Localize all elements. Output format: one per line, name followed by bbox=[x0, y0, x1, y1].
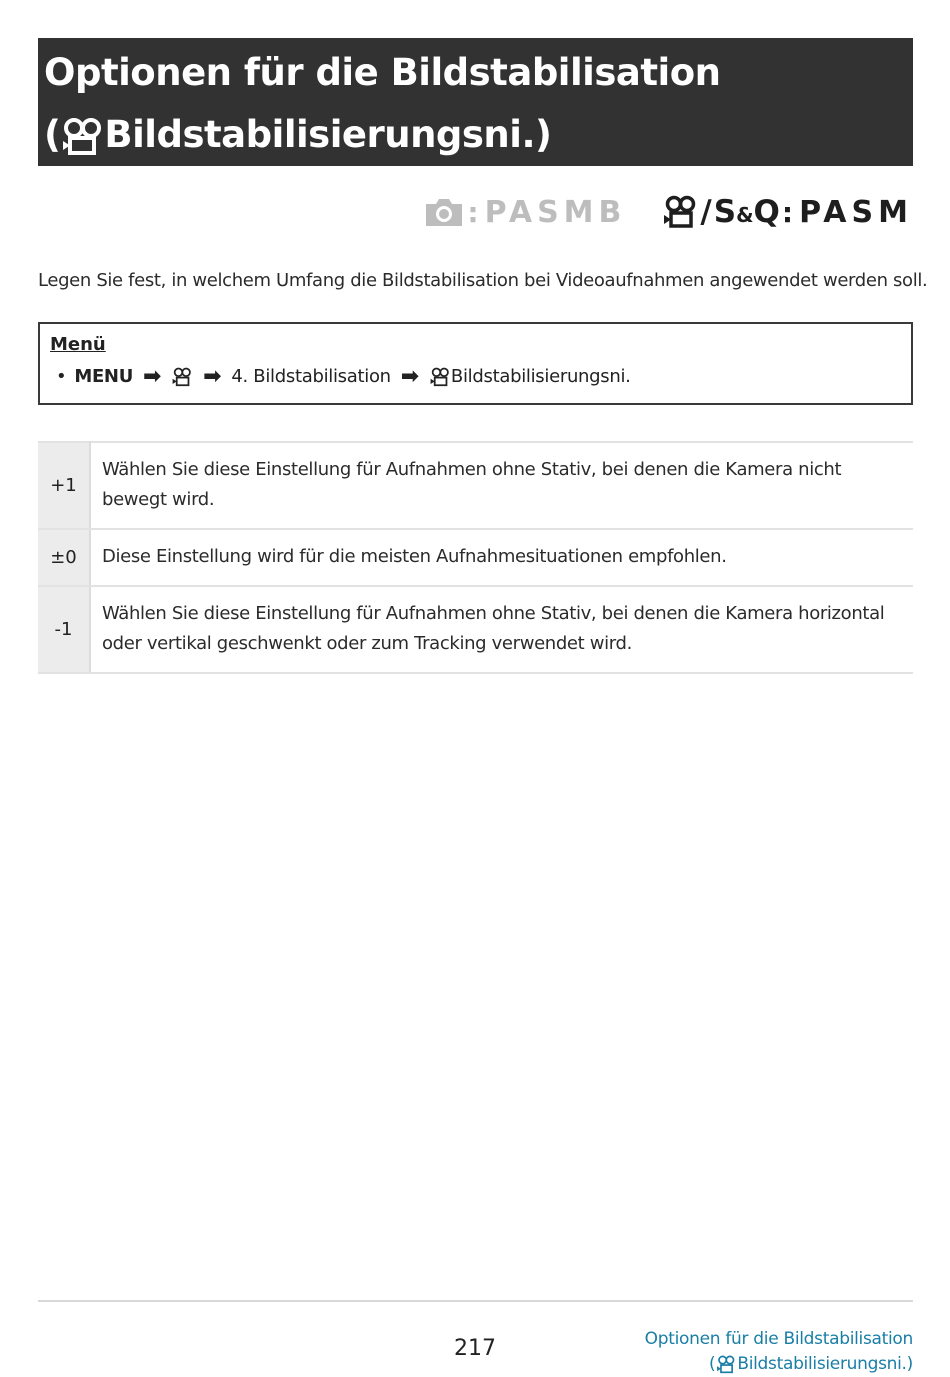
still-camera-icon bbox=[423, 196, 465, 228]
menu-step-stabilization: 4. Bildstabilisation bbox=[231, 366, 391, 387]
title-open-paren: ( bbox=[44, 113, 61, 156]
footer-divider bbox=[38, 1300, 913, 1302]
movie-modes bbox=[662, 194, 913, 230]
footer-section-link[interactable] bbox=[645, 1327, 913, 1377]
movie-camera-icon bbox=[715, 1355, 737, 1374]
arrow-right-icon: ➡ bbox=[400, 364, 419, 389]
setting-description: Diese Einstellung wird für die meisten Aufnahmesituationen empfohlen. bbox=[90, 529, 913, 586]
setting-value: ±0 bbox=[38, 529, 90, 586]
movie-camera-icon bbox=[171, 367, 193, 387]
table-row bbox=[38, 586, 913, 673]
movie-camera-icon bbox=[662, 195, 698, 229]
menu-path bbox=[50, 365, 901, 389]
menu-path-box bbox=[38, 322, 913, 405]
movie-camera-icon bbox=[60, 117, 104, 157]
footer-link-open-paren[interactable]: ( bbox=[708, 1354, 716, 1374]
intro-text: Legen Sie fest, in welchem Umfang die Bildstabilisation bei Videoaufnahmen angewendet werden soll. bbox=[38, 270, 928, 291]
page-number: 217 bbox=[454, 1336, 496, 1361]
page-title-text: Bildstabilisierungsni.) bbox=[104, 113, 552, 156]
menu-label: MENU bbox=[74, 366, 134, 387]
table-row bbox=[38, 442, 913, 529]
menu-step-setting: Bildstabilisierungsni. bbox=[450, 366, 631, 387]
bullet: • bbox=[56, 366, 67, 387]
footer-link-line2[interactable] bbox=[645, 1352, 913, 1377]
still-modes bbox=[423, 195, 626, 230]
page-title-line1: Optionen für die Bildstabilisation bbox=[44, 51, 721, 94]
setting-value: +1 bbox=[38, 442, 90, 529]
setting-description: Wählen Sie diese Einstellung für Aufnahmen ohne Stativ, bei denen die Kamera horizontal oder vertikal geschwenkt oder zum Tracking verwendet wird. bbox=[90, 586, 913, 673]
shooting-modes-row bbox=[423, 190, 913, 234]
still-mode-letters: PASMB bbox=[484, 194, 627, 230]
movie-slash: / bbox=[700, 194, 712, 230]
footer-link-text[interactable]: Bildstabilisierungsni.) bbox=[737, 1354, 913, 1374]
sq-amp: & bbox=[736, 203, 754, 227]
footer-link-line1[interactable]: Optionen für die Bildstabilisation bbox=[644, 1329, 913, 1349]
arrow-right-icon: ➡ bbox=[143, 364, 162, 389]
still-colon: : bbox=[467, 195, 479, 229]
movie-mode-letters: PASM bbox=[799, 194, 913, 230]
settings-table bbox=[38, 441, 913, 674]
sq-s: S bbox=[713, 194, 737, 230]
movie-colon: : bbox=[781, 195, 794, 229]
sq-q: Q bbox=[753, 194, 780, 230]
sq-mode bbox=[714, 194, 780, 230]
setting-description: Wählen Sie diese Einstellung für Aufnahmen ohne Stativ, bei denen die Kamera nicht bewegt wird. bbox=[90, 442, 913, 529]
arrow-right-icon: ➡ bbox=[203, 364, 222, 389]
page-title-bar bbox=[38, 38, 913, 166]
movie-camera-icon bbox=[429, 367, 451, 387]
menu-heading: Menü bbox=[50, 334, 106, 355]
setting-value: -1 bbox=[38, 586, 90, 673]
table-row bbox=[38, 529, 913, 586]
page-title-line2 bbox=[44, 104, 913, 166]
